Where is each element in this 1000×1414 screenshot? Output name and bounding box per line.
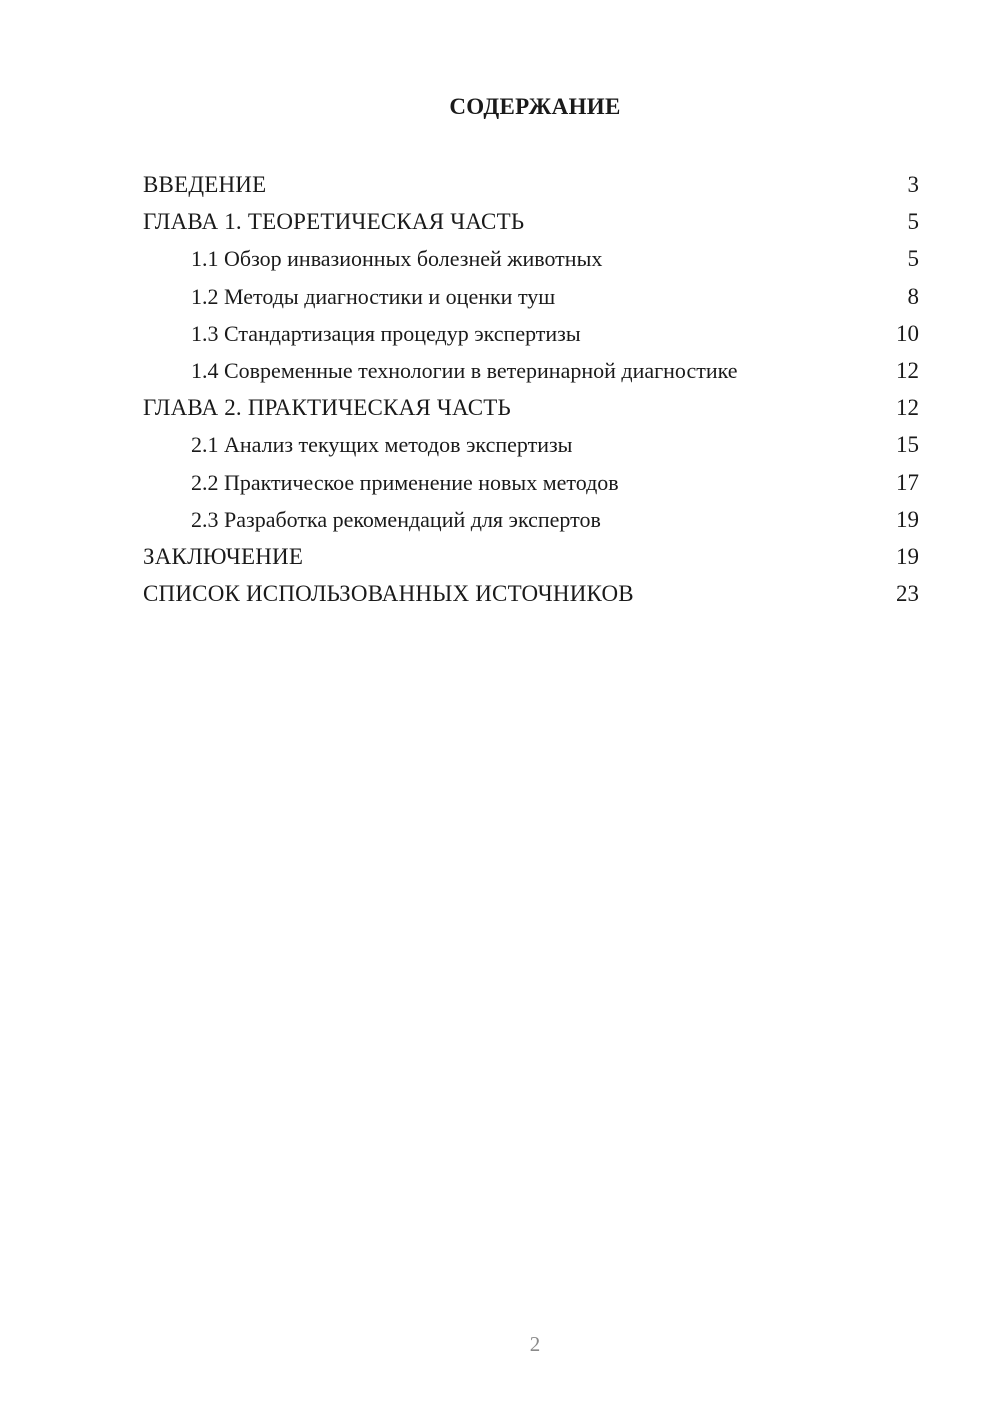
toc-entry-page: 17 — [896, 469, 919, 495]
toc-entry-text: 1.1 Обзор инвазионных болезней животных — [191, 246, 603, 272]
toc-entry-page: 10 — [896, 320, 919, 346]
toc-entry-section-2-3[interactable] — [143, 501, 919, 538]
toc-entry-page: 5 — [907, 246, 919, 272]
toc-entry-page: 5 — [907, 209, 919, 235]
toc-entry-page: 19 — [896, 543, 919, 569]
page-number: 2 — [529, 1332, 541, 1356]
toc-entry-section-1-3[interactable] — [143, 315, 919, 352]
toc-entry-text: ЗАКЛЮЧЕНИЕ — [143, 543, 304, 569]
toc-entry-references[interactable] — [143, 575, 919, 612]
toc-entry-text: 2.1 Анализ текущих методов экспертизы — [191, 432, 573, 458]
table-of-contents — [143, 166, 919, 612]
toc-entry-introduction[interactable] — [143, 166, 919, 203]
toc-entry-chapter-2[interactable] — [143, 389, 919, 426]
toc-entry-text: 1.4 Современные технологии в ветеринарной диагностике — [191, 357, 738, 383]
toc-entry-page: 15 — [896, 432, 919, 458]
toc-entry-page: 3 — [907, 172, 919, 197]
toc-entry-text: 1.3 Стандартизация процедур экспертизы — [191, 320, 581, 346]
toc-entry-page: 19 — [896, 506, 919, 532]
toc-entry-text: 2.2 Практическое применение новых методов — [191, 469, 619, 495]
toc-entry-page: 12 — [896, 357, 919, 383]
toc-entry-section-1-4[interactable] — [143, 352, 919, 389]
toc-entry-section-2-1[interactable] — [143, 426, 919, 463]
toc-title: СОДЕРЖАНИЕ — [449, 94, 621, 119]
toc-entry-text: ВВЕДЕНИЕ — [143, 172, 267, 197]
toc-entry-text: ГЛАВА 1. ТЕОРЕТИЧЕСКАЯ ЧАСТЬ — [143, 209, 525, 235]
toc-entry-text: 1.2 Методы диагностики и оценки туш — [191, 283, 556, 309]
toc-entry-text: ГЛАВА 2. ПРАКТИЧЕСКАЯ ЧАСТЬ — [143, 395, 511, 421]
toc-entry-page: 12 — [896, 395, 919, 421]
toc-entry-chapter-1[interactable] — [143, 203, 919, 240]
toc-entry-text: 2.3 Разработка рекомендаций для экспертов — [191, 506, 601, 532]
toc-entry-page: 23 — [896, 581, 919, 607]
toc-entry-section-1-1[interactable] — [143, 240, 919, 277]
toc-entry-conclusion[interactable] — [143, 538, 919, 575]
toc-entry-text: СПИСОК ИСПОЛЬЗОВАННЫХ ИСТОЧНИКОВ — [143, 581, 634, 607]
toc-entry-section-1-2[interactable] — [143, 278, 919, 315]
toc-entry-page: 8 — [907, 283, 919, 309]
toc-entry-section-2-2[interactable] — [143, 464, 919, 501]
